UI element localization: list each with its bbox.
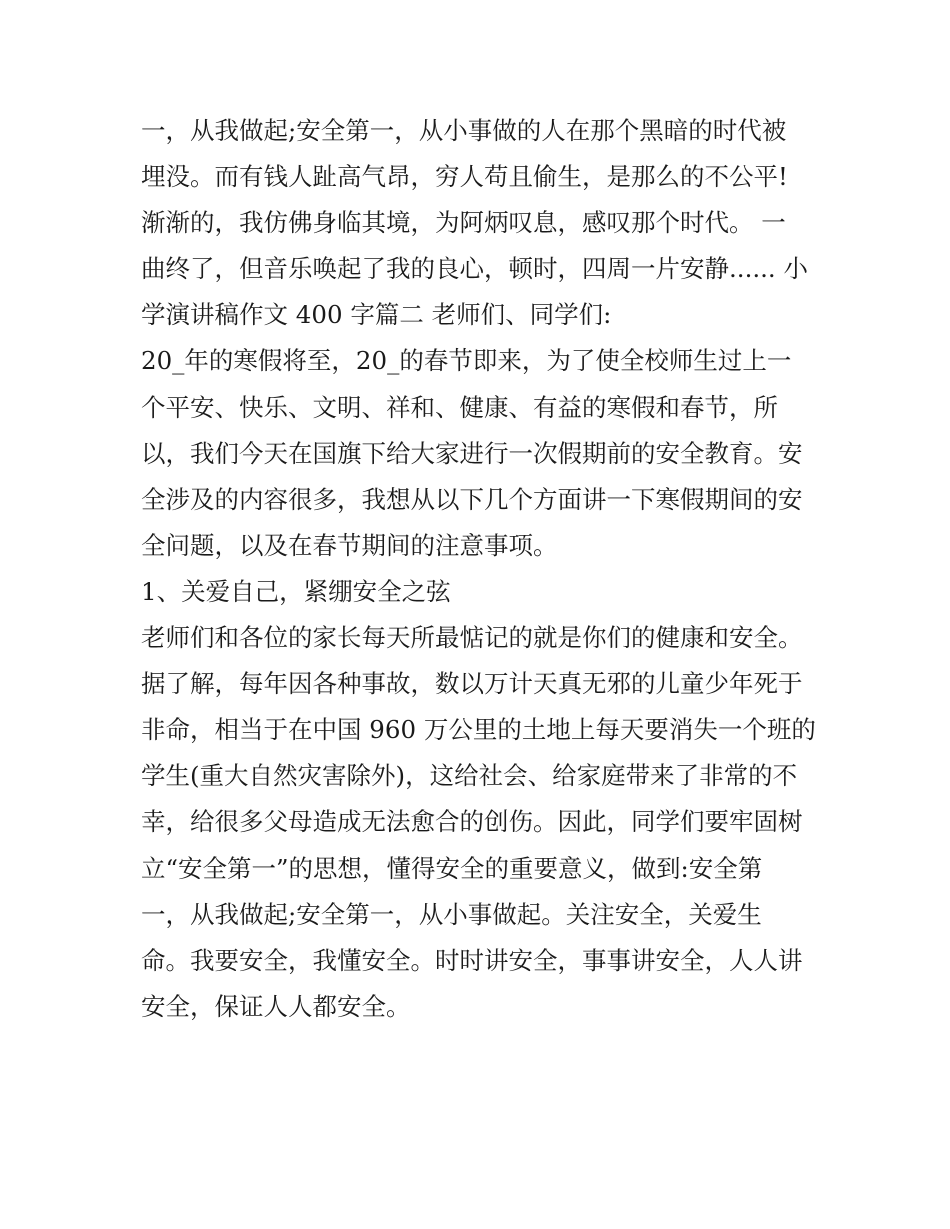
text-line: 幸，给很多父母造成无法愈合的创伤。因此，同学们要牢固树	[141, 807, 803, 837]
text-line: 全问题，以及在春节期间的注意事项。	[141, 530, 558, 560]
text-line: 全涉及的内容很多，我想从以下几个方面讲一下寒假期间的安	[141, 484, 803, 514]
text-line: 以，我们今天在国旗下给大家进行一次假期前的安全教育。安	[141, 438, 803, 468]
text-line: 非命，相当于在中国 960 万公里的土地上每天要消失一个班的	[141, 715, 816, 745]
text-line: 学生(重大自然灾害除外)，这给社会、给家庭带来了非常的不	[141, 761, 798, 791]
text-line: 渐渐的，我仿佛身临其境，为阿炳叹息，感叹那个时代。 一	[141, 208, 786, 238]
text-line: 一，从我做起;安全第一，从小事做起。关注安全，关爱生	[141, 899, 762, 929]
section-heading: 1、关爱自己，紧绷安全之弦	[141, 576, 451, 606]
text-line: 命。我要安全，我懂安全。时时讲安全，事事讲安全，人人讲	[141, 945, 803, 975]
text-line: 个平安、快乐、文明、祥和、健康、有益的寒假和春节，所	[141, 392, 778, 422]
text-line: 学演讲稿作文 400 字篇二 老师们、同学们:	[141, 300, 612, 330]
text-line: 老师们和各位的家长每天所最惦记的就是你们的健康和安全。	[141, 623, 803, 653]
text-line: 埋没。而有钱人趾高气昂，穷人苟且偷生，是那么的不公平!	[141, 162, 788, 192]
text-line: 曲终了，但音乐唤起了我的良心，顿时，四周一片安静...... 小	[141, 254, 809, 284]
text-line: 安全，保证人人都安全。	[141, 991, 411, 1021]
text-line: 20_年的寒假将至，20_的春节即来，为了使全校师生过上一	[141, 346, 792, 376]
text-line: 据了解，每年因各种事故，数以万计天真无邪的儿童少年死于	[141, 669, 803, 699]
text-line: 一，从我做起;安全第一，从小事做的人在那个黑暗的时代被	[141, 116, 787, 145]
text-line: 立“安全第一”的思想，懂得安全的重要意义，做到:安全第	[141, 853, 763, 883]
document-body	[141, 108, 821, 1030]
